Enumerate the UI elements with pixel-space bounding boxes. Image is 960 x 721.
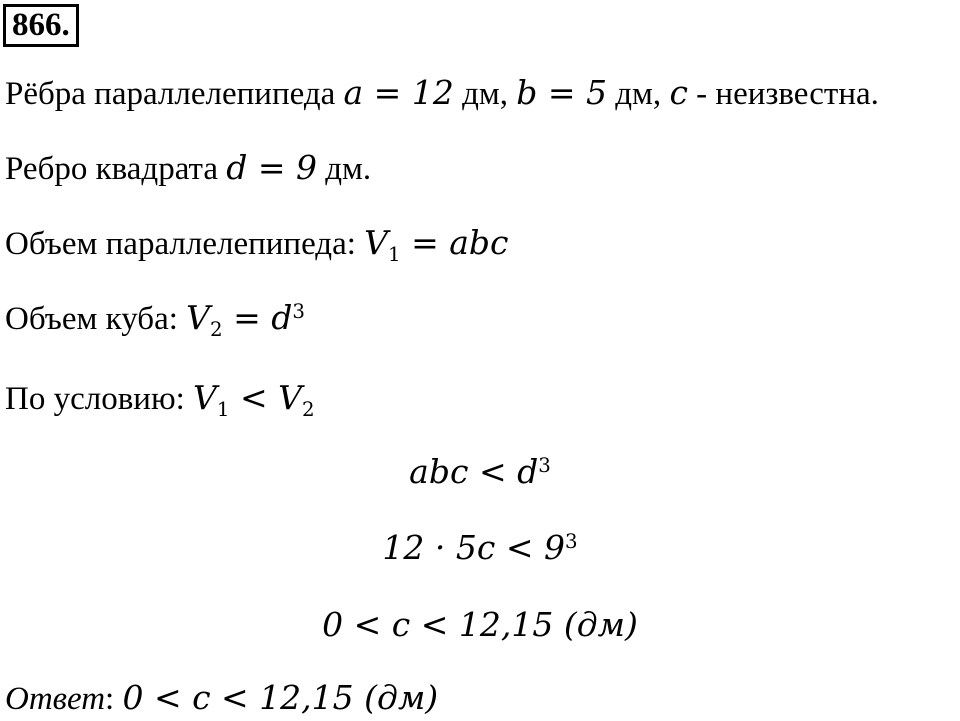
cond-lt: <: [229, 378, 279, 417]
unit-2: дм,: [607, 76, 670, 112]
ineq2-sup: 3: [564, 530, 578, 554]
ineq-1: [0, 452, 960, 493]
v1-sub: 1: [387, 242, 401, 266]
edge-a: a = 12: [343, 73, 454, 112]
v2-sup: 3: [292, 300, 305, 324]
edges-text: Рёбра параллелепипеда: [5, 76, 344, 112]
v2-symbol: V: [186, 298, 210, 337]
problem-number: 866.: [3, 4, 79, 47]
answer-colon: :: [105, 681, 123, 717]
ineq2-body: 12 · 5c < 9: [382, 528, 565, 567]
edges-tail: - неизвестна.: [687, 76, 879, 112]
answer-text: 0 < c < 12,15 (дм): [122, 678, 439, 717]
ineq1-sup: 3: [538, 454, 551, 478]
line-condition: [5, 378, 315, 419]
v2-sub: 2: [209, 317, 223, 341]
edge-b: b = 5: [516, 73, 607, 112]
condition-text: По условию:: [5, 381, 194, 417]
unit-1: дм,: [453, 76, 517, 112]
cond-sub1: 1: [216, 397, 230, 421]
edge-d: d = 9: [226, 148, 317, 187]
ineq-2: [0, 528, 960, 569]
volume2-text: Объем куба:: [5, 301, 187, 337]
square-text: Ребро квадрата: [5, 151, 227, 187]
v2-formula: = d: [222, 298, 293, 337]
cond-sub2: 2: [301, 397, 315, 421]
square-unit: дм.: [317, 151, 372, 187]
edge-c: c: [669, 73, 688, 112]
v1-symbol: V: [364, 223, 388, 262]
line-volume-1: [5, 223, 509, 264]
ineq-3: [0, 605, 960, 646]
ineq1-body: abc < d: [409, 452, 539, 491]
cond-v1: V: [193, 378, 217, 417]
ineq3-body: 0 < c < 12,15 (дм): [322, 605, 638, 644]
cond-v2: V: [278, 378, 302, 417]
line-volume-2: [5, 298, 305, 339]
volume1-text: Объем параллелепипеда:: [5, 226, 365, 262]
answer-label: Ответ: [5, 681, 106, 717]
v1-formula: = abc: [400, 223, 509, 262]
line-square-edge: [5, 148, 371, 189]
line-edges: [5, 73, 879, 114]
answer-line: [5, 678, 438, 719]
